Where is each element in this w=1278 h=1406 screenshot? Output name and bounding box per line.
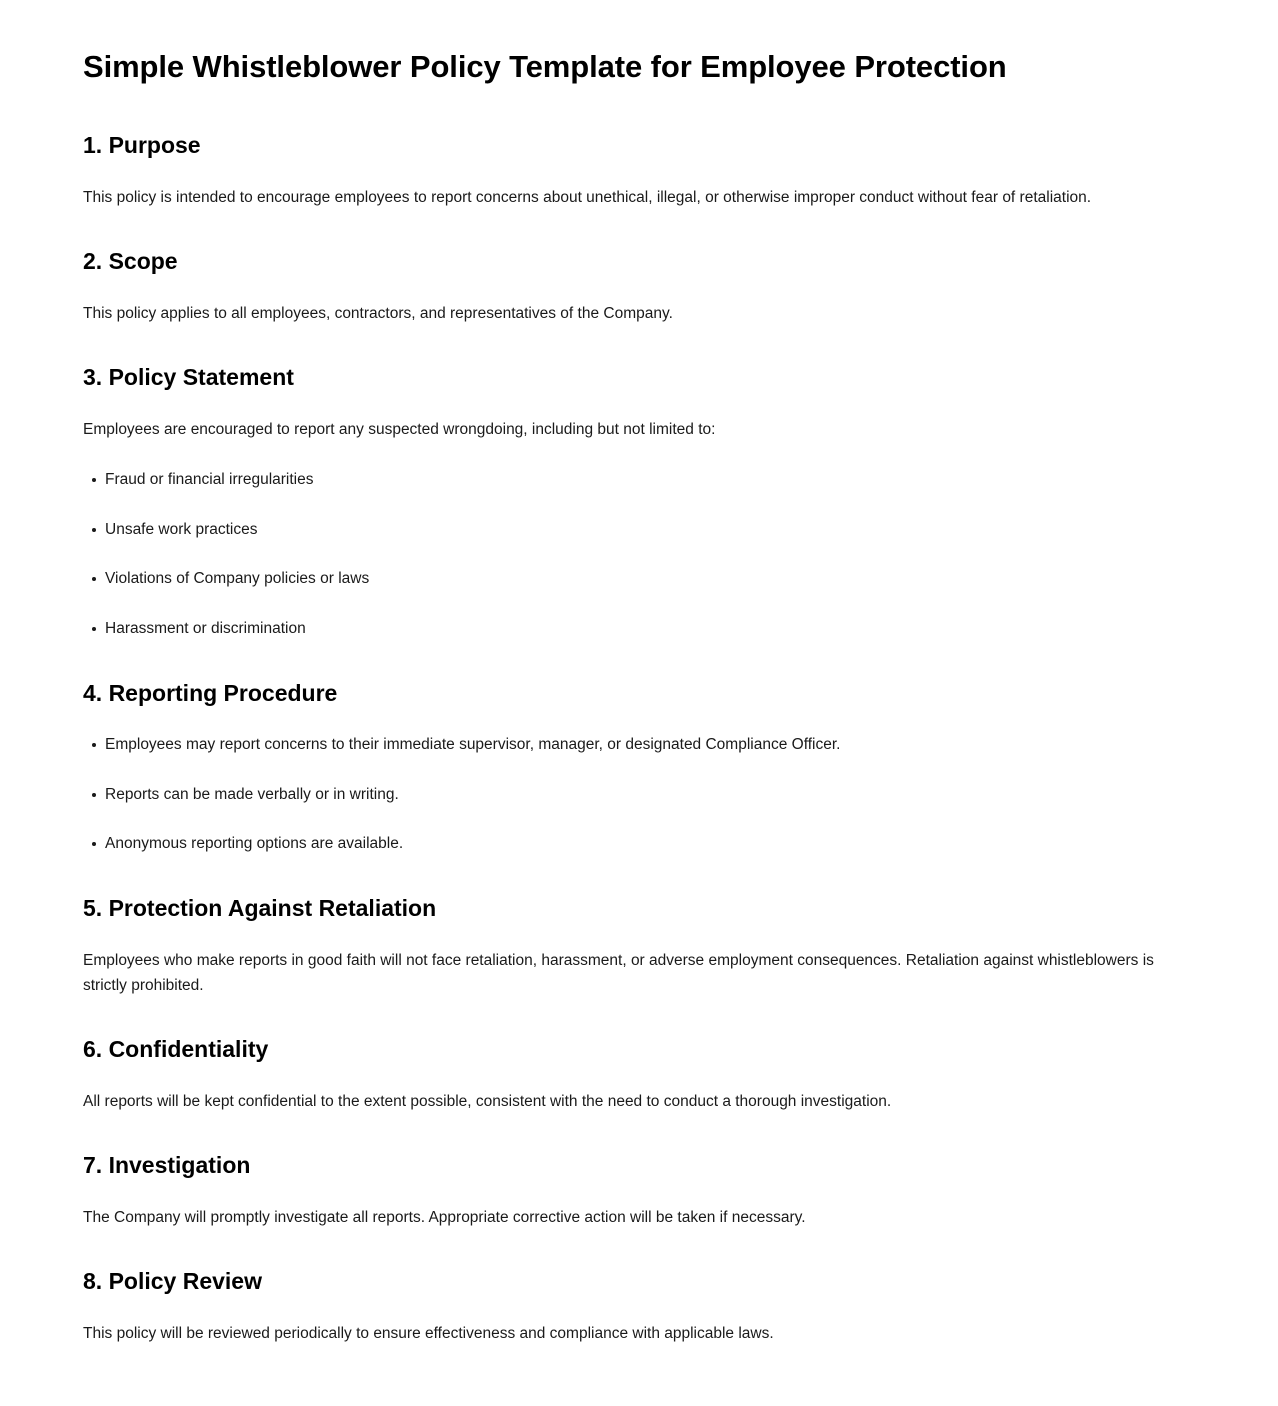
section-heading: 4. Reporting Procedure bbox=[83, 679, 338, 706]
list-item: Fraud or financial irregularities bbox=[83, 468, 1188, 493]
section-paragraph: This policy will be reviewed periodically to ensure effectiveness and compliance with applicable laws. bbox=[83, 1325, 774, 1343]
document-section bbox=[83, 131, 1188, 210]
list-item: Harassment or discrimination bbox=[83, 617, 1188, 642]
list-item: Violations of Company policies or laws bbox=[83, 567, 1188, 592]
document-section bbox=[83, 1267, 1188, 1346]
section-bullet-list bbox=[83, 468, 1188, 642]
section-heading: 5. Protection Against Retaliation bbox=[83, 895, 437, 922]
section-heading: 2. Scope bbox=[83, 247, 178, 274]
document-section bbox=[83, 363, 1188, 642]
section-heading: 3. Policy Statement bbox=[83, 363, 294, 390]
section-paragraph: Employees are encouraged to report any suspected wrongdoing, including but not limited to: bbox=[83, 420, 716, 438]
list-item: Unsafe work practices bbox=[83, 518, 1188, 543]
section-heading: 8. Policy Review bbox=[83, 1268, 262, 1295]
document-sections bbox=[83, 131, 1188, 1347]
section-heading: 7. Investigation bbox=[83, 1152, 251, 1179]
list-item: Anonymous reporting options are available. bbox=[83, 832, 1188, 857]
document-section bbox=[83, 1151, 1188, 1230]
document-section bbox=[83, 1035, 1188, 1114]
section-paragraph: This policy is intended to encourage employees to report concerns about unethical, illegal, or otherwise improper conduct without fear of retaliation. bbox=[83, 188, 1092, 206]
section-paragraph: All reports will be kept confidential to the extent possible, consistent with the need to conduct a thorough investigation. bbox=[83, 1093, 892, 1111]
document-section bbox=[83, 679, 1188, 857]
section-paragraph: Employees who make reports in good faith will not face retaliation, harassment, or adverse employment consequences. Retaliation against whistleblowers is strictly prohibited. bbox=[83, 952, 1154, 995]
list-item: Reports can be made verbally or in writing. bbox=[83, 783, 1188, 808]
section-paragraph: This policy applies to all employees, contractors, and representatives of the Company. bbox=[83, 304, 673, 322]
document-section bbox=[83, 894, 1188, 998]
section-bullet-list bbox=[83, 733, 1188, 857]
section-heading: 6. Confidentiality bbox=[83, 1036, 269, 1063]
document-section bbox=[83, 247, 1188, 326]
section-paragraph: The Company will promptly investigate all reports. Appropriate corrective action will be taken if necessary. bbox=[83, 1209, 806, 1227]
page-title: Simple Whistleblower Policy Template for Employee Protection bbox=[83, 49, 1007, 84]
section-heading: 1. Purpose bbox=[83, 131, 201, 158]
list-item: Employees may report concerns to their immediate supervisor, manager, or designated Compliance Officer. bbox=[83, 733, 1188, 758]
